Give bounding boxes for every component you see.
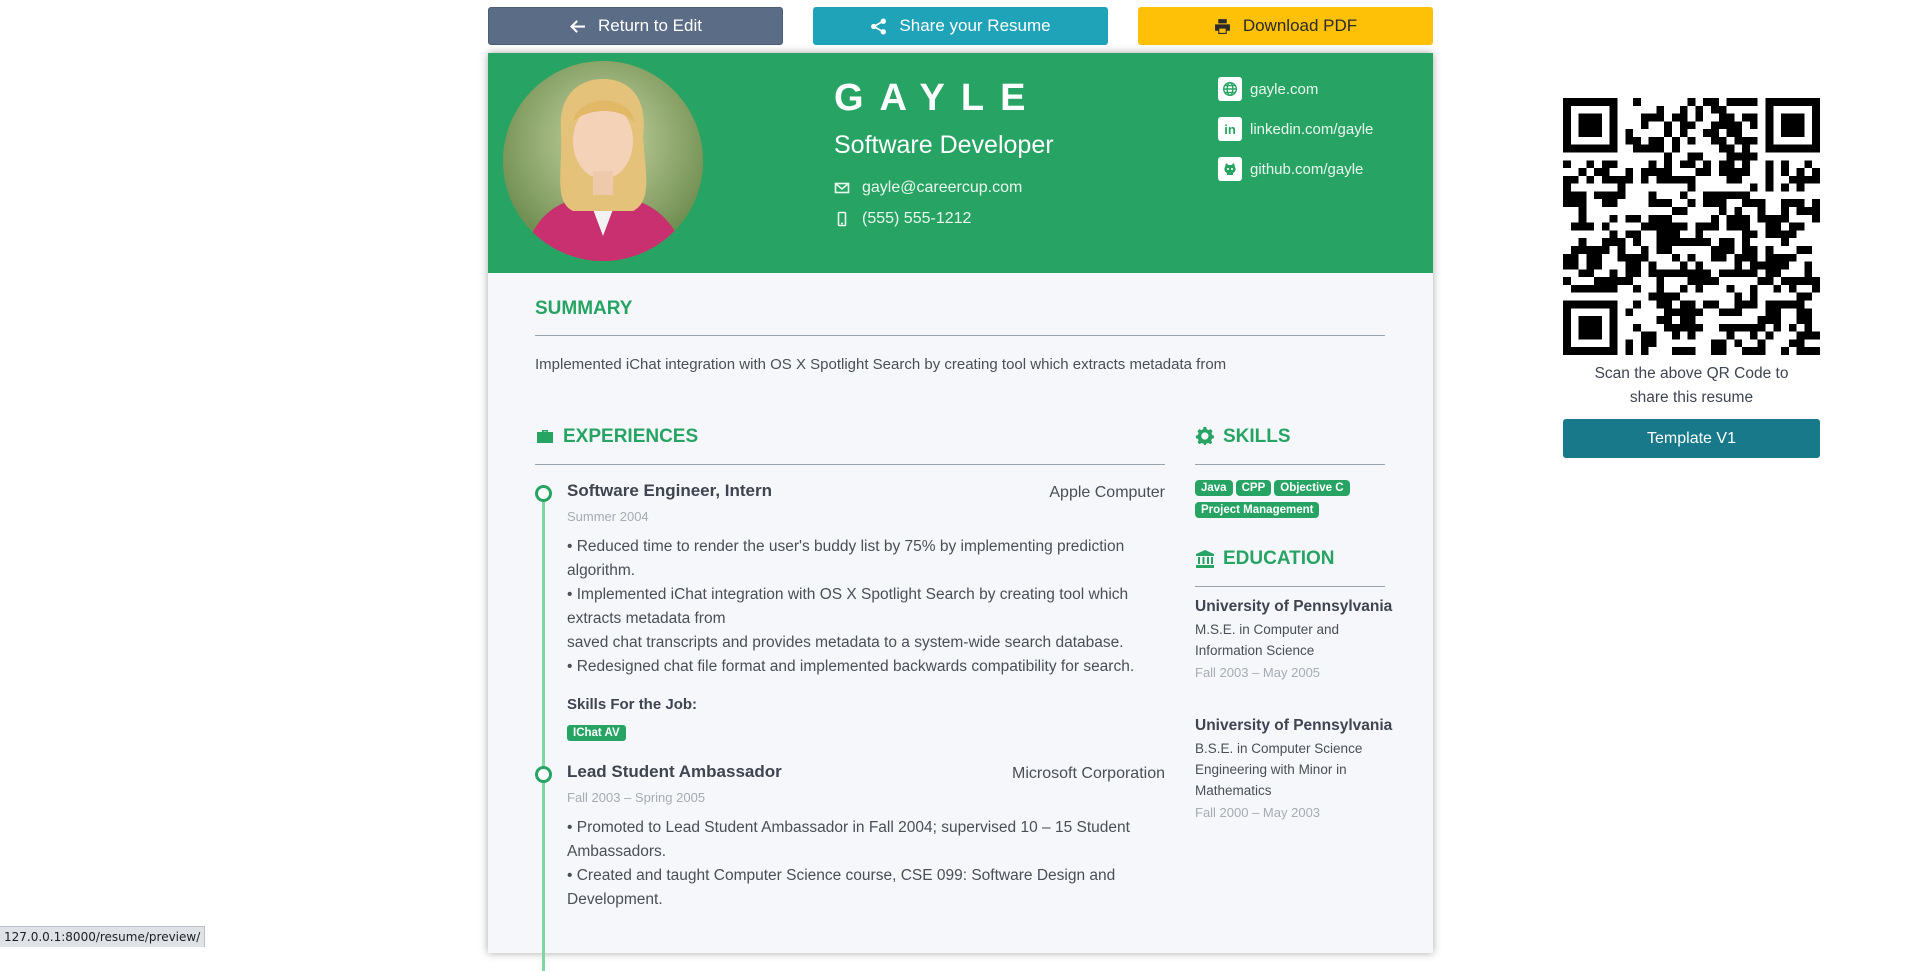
skills-for-job-label: Skills For the Job: xyxy=(567,696,698,713)
github-link-text: github.com/gayle xyxy=(1250,160,1364,178)
skills-tag-list xyxy=(1195,478,1395,522)
skills-heading: SKILLS xyxy=(1195,426,1291,448)
timeline-dot xyxy=(535,766,552,783)
qr-caption-line: Scan the above QR Code to xyxy=(1594,365,1789,382)
education-heading: EDUCATION xyxy=(1195,548,1335,570)
skill-tag: Project Management xyxy=(1195,502,1319,518)
education-date: Fall 2003 – May 2005 xyxy=(1195,665,1321,680)
skill-tag: Objective C xyxy=(1274,480,1349,496)
skills-divider xyxy=(1195,464,1385,465)
job-line: • Implemented iChat integration with OS X Spotlight Search by creating tool which extracts metadata from xyxy=(567,586,1129,627)
education-divider xyxy=(1195,586,1385,587)
linkedin-icon: in xyxy=(1218,117,1242,141)
education-item xyxy=(1195,595,1395,683)
github-icon xyxy=(1218,157,1242,181)
globe-icon xyxy=(1218,77,1242,101)
website-link-text: gayle.com xyxy=(1250,80,1319,98)
job-date: Fall 2003 – Spring 2005 xyxy=(567,790,706,805)
envelope-icon xyxy=(834,180,850,196)
share-icon xyxy=(870,18,887,35)
timeline-line xyxy=(542,491,545,971)
job-title: Lead Student Ambassador xyxy=(567,762,782,781)
job-title: Software Engineer, Intern xyxy=(567,481,772,500)
candidate-name: GAYLE xyxy=(834,77,1042,119)
summary-text: Implemented iChat integration with OS X Spotlight Search by creating tool which extracts metadata from xyxy=(535,356,1227,373)
skill-tag: CPP xyxy=(1236,480,1272,496)
education-item xyxy=(1195,714,1395,823)
printer-icon xyxy=(1214,18,1231,35)
education-date: Fall 2000 – May 2003 xyxy=(1195,805,1321,820)
experiences-divider xyxy=(535,464,1165,465)
resume-header xyxy=(488,53,1433,273)
linkedin-link-text: linkedin.com/gayle xyxy=(1250,120,1374,138)
github-link[interactable] xyxy=(1218,157,1363,181)
return-to-edit-label: Return to Edit xyxy=(598,16,702,35)
job-line: • Redesigned chat file format and implemented backwards compatibility for search. xyxy=(567,658,1135,675)
qr-caption xyxy=(1563,362,1820,410)
qr-panel xyxy=(1563,98,1820,410)
education-school: University of Pennsylvania xyxy=(1195,717,1393,734)
qr-caption-line: share this resume xyxy=(1629,389,1754,406)
job-company: Apple Computer xyxy=(1049,484,1165,501)
return-to-edit-button[interactable] xyxy=(488,7,783,45)
gear-icon xyxy=(1195,427,1215,447)
education-degree: M.S.E. in Computer and Information Science xyxy=(1195,622,1340,658)
share-resume-label: Share your Resume xyxy=(899,16,1051,35)
linkedin-link[interactable] xyxy=(1218,117,1373,141)
skill-tag: Java xyxy=(1195,480,1233,496)
education-school: University of Pennsylvania xyxy=(1195,598,1393,615)
status-bar-url: 127.0.0.1:8000/resume/preview/ xyxy=(0,926,205,947)
job-date: Summer 2004 xyxy=(567,509,649,524)
phone-text: (555) 555-1212 xyxy=(862,210,972,227)
job-line: • Promoted to Lead Student Ambassador in Fall 2004; supervised 10 – 15 Student Ambassadors. xyxy=(567,819,1130,860)
phone-row xyxy=(834,210,971,228)
summary-divider xyxy=(535,335,1385,336)
briefcase-icon xyxy=(535,427,555,447)
qr-code xyxy=(1563,98,1820,355)
job-description xyxy=(567,535,1167,679)
job-company: Microsoft Corporation xyxy=(1012,765,1165,782)
timeline-dot xyxy=(535,485,552,502)
job-line: saved chat transcripts and provides metadata to a system-wide search database. xyxy=(567,634,1124,651)
job-skill-tag: IChat AV xyxy=(567,725,626,741)
job-description xyxy=(567,816,1167,912)
download-pdf-button[interactable] xyxy=(1138,7,1433,45)
experiences-heading: EXPERIENCES xyxy=(535,426,698,448)
arrow-left-icon xyxy=(569,18,586,35)
bank-icon xyxy=(1195,549,1215,569)
job-skill-tags xyxy=(567,723,629,745)
share-resume-button[interactable] xyxy=(813,7,1108,45)
job-line: • Created and taught Computer Science course, CSE 099: Software Design and Development. xyxy=(567,867,1116,908)
download-pdf-label: Download PDF xyxy=(1242,16,1358,35)
summary-heading: SUMMARY xyxy=(535,298,633,319)
profile-photo xyxy=(503,61,703,261)
website-link[interactable] xyxy=(1218,77,1318,101)
email-row xyxy=(834,179,1022,197)
template-v1-button[interactable]: Template V1 xyxy=(1563,419,1820,458)
candidate-title: Software Developer xyxy=(834,131,1054,159)
email-text: gayle@careercup.com xyxy=(862,179,1023,196)
resume-sheet xyxy=(488,53,1433,953)
job-line: • Reduced time to render the user's buddy list by 75% by implementing prediction algorithm. xyxy=(567,538,1125,579)
education-degree: B.S.E. in Computer Science Engineering with Minor in Mathematics xyxy=(1195,741,1363,798)
mobile-phone-icon xyxy=(834,211,850,227)
